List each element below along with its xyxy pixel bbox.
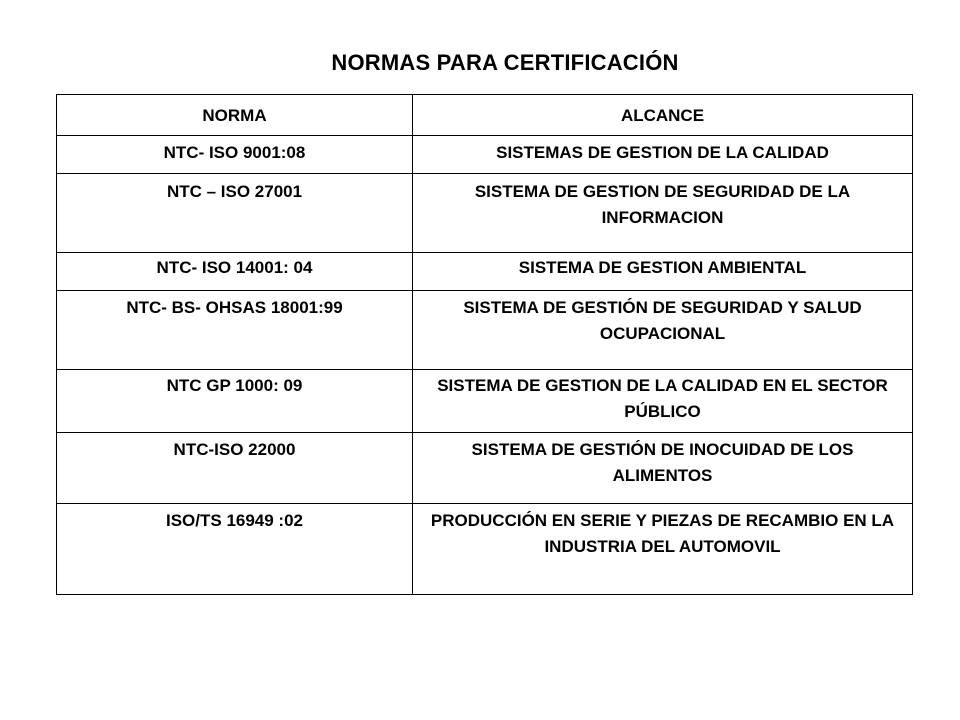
table-header-row — [57, 95, 913, 136]
cell-norma: NTC- ISO 9001:08 — [57, 136, 413, 174]
cell-alcance: SISTEMAS DE GESTION DE LA CALIDAD — [413, 136, 913, 174]
cell-norma: NTC GP 1000: 09 — [57, 370, 413, 433]
table-row — [57, 433, 913, 504]
header-alcance: ALCANCE — [413, 95, 913, 136]
cell-norma: NTC- BS- OHSAS 18001:99 — [57, 291, 413, 370]
header-norma: NORMA — [57, 95, 413, 136]
cell-norma: NTC- ISO 14001: 04 — [57, 253, 413, 291]
cell-norma: NTC – ISO 27001 — [57, 174, 413, 253]
cell-alcance: SISTEMA DE GESTIÓN DE SEGURIDAD Y SALUD OCUPACIONAL — [413, 291, 913, 370]
cell-norma: ISO/TS 16949 :02 — [57, 504, 413, 595]
norms-table — [56, 94, 913, 595]
table-row — [57, 174, 913, 253]
table-row — [57, 504, 913, 595]
page-title: NORMAS PARA CERTIFICACIÓN — [331, 50, 679, 75]
cell-norma: NTC-ISO 22000 — [57, 433, 413, 504]
cell-alcance: SISTEMA DE GESTION DE SEGURIDAD DE LA INFORMACION — [413, 174, 913, 253]
cell-alcance: SISTEMA DE GESTIÓN DE INOCUIDAD DE LOS ALIMENTOS — [413, 433, 913, 504]
table-row — [57, 370, 913, 433]
table-row — [57, 136, 913, 174]
cell-alcance: SISTEMA DE GESTION DE LA CALIDAD EN EL SECTOR PÚBLICO — [413, 370, 913, 433]
cell-alcance: SISTEMA DE GESTION AMBIENTAL — [413, 253, 913, 291]
cell-alcance: PRODUCCIÓN EN SERIE Y PIEZAS DE RECAMBIO EN LA INDUSTRIA DEL AUTOMOVIL — [413, 504, 913, 595]
table-row — [57, 291, 913, 370]
table-row — [57, 253, 913, 291]
